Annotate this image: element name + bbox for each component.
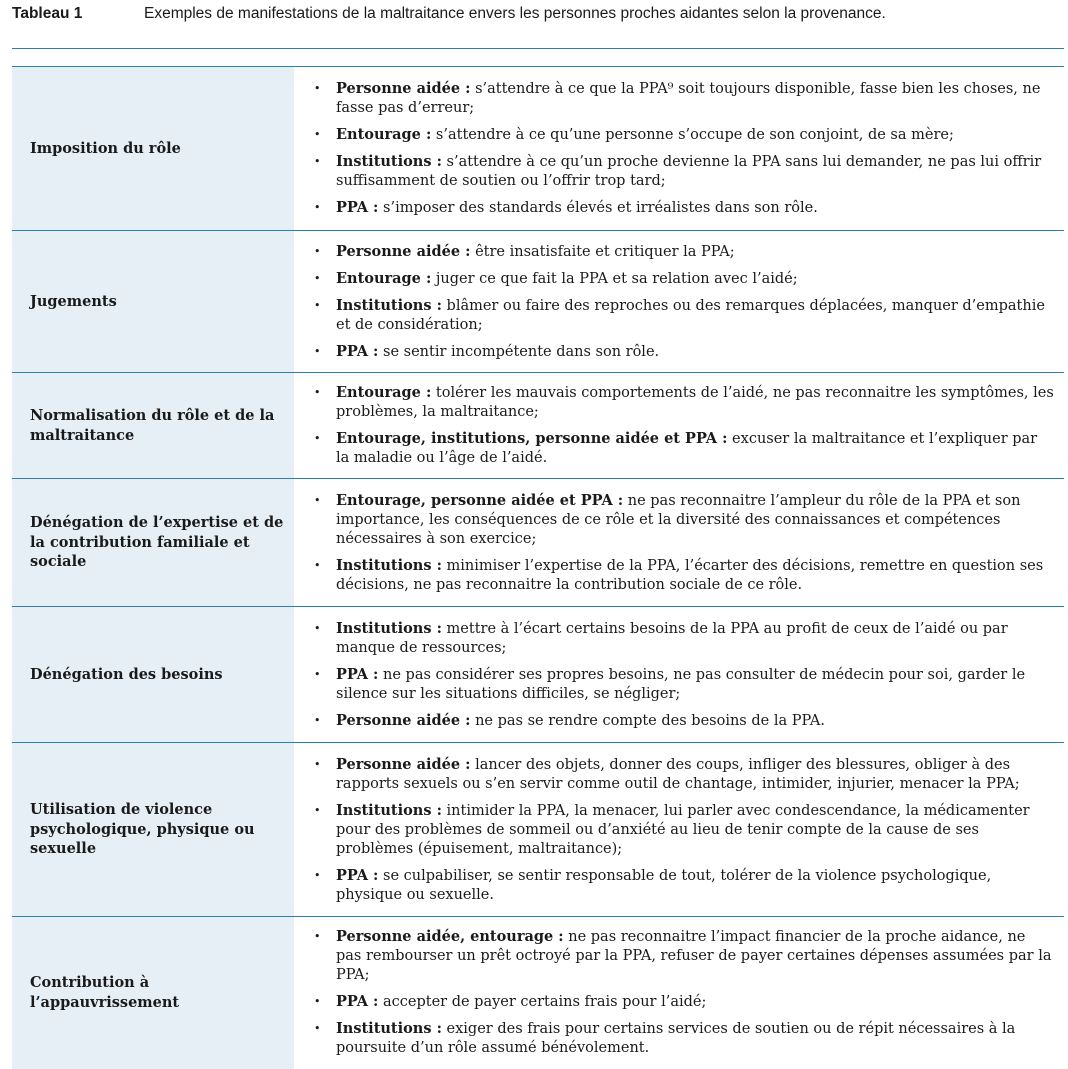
example-text: être insatisfaite et critiquer la PPA; [470, 243, 735, 260]
caption-divider [12, 48, 1064, 49]
row-examples [294, 231, 1064, 373]
bullet-icon: • [314, 1022, 321, 1036]
list-item [310, 1019, 1054, 1058]
list-item [310, 152, 1054, 191]
bullet-icon: • [314, 493, 321, 507]
list-item [310, 429, 1054, 468]
bullet-icon: • [314, 558, 321, 572]
bullet-icon: • [314, 386, 321, 399]
list-item [310, 755, 1054, 794]
source-label: PPA : [336, 866, 379, 884]
source-label: Entourage : [336, 384, 432, 401]
list-item [310, 801, 1054, 859]
source-label: Entourage : [336, 126, 432, 143]
example-text: blâmer ou faire des reproches ou des remarques déplacées, manquer d’empathie et de considération; [336, 297, 1045, 333]
list-item [310, 927, 1054, 985]
example-text: mettre à l’écart certains besoins de la PPA au profit de ceux de l’aidé ou par manque de ressources; [336, 620, 1008, 656]
row-category: Imposition du rôle [12, 67, 294, 231]
list-item [310, 711, 1054, 731]
example-text: lancer des objets, donner des coups, infliger des blessures, obliger à des rapports sexuels ou s’en servir comme outil de chantage, intimider, injurier, menacer la PPA; [336, 756, 1020, 792]
table-row [12, 67, 1064, 231]
list-item [310, 125, 1054, 145]
bullet-icon: • [314, 298, 321, 312]
maltreatment-table [12, 66, 1064, 1069]
list-item [310, 665, 1054, 704]
row-category: Normalisation du rôle et de la maltraitance [12, 373, 294, 479]
list-item [310, 79, 1054, 118]
source-label: PPA : [336, 199, 379, 216]
bullet-icon: • [314, 432, 321, 445]
example-text: accepter de payer certains frais pour l’aidé; [378, 994, 707, 1011]
bullet-icon: • [314, 201, 321, 214]
list-item [310, 342, 1054, 362]
example-list [310, 79, 1054, 218]
row-examples [294, 917, 1064, 1069]
table-row [12, 231, 1064, 373]
row-category: Dénégation de l’expertise et de la contribution familiale et sociale [12, 479, 294, 607]
bullet-icon: • [314, 803, 321, 817]
list-item [310, 269, 1054, 289]
example-text: ne pas se rendre compte des besoins de la PPA. [470, 712, 825, 729]
example-list [310, 491, 1054, 595]
example-text: se culpabiliser, se sentir responsable de tout, tolérer de la violence psychologique, physique ou sexuelle. [336, 867, 992, 903]
bullet-icon: • [314, 128, 321, 141]
bullet-icon: • [314, 82, 321, 95]
source-label: Personne aidée : [336, 755, 471, 773]
example-text: ne pas considérer ses propres besoins, ne pas consulter de médecin pour soi, garder le silence sur les situations difficiles, se négliger; [336, 666, 1026, 702]
row-examples [294, 373, 1064, 479]
example-text: ne pas reconnaitre l’ampleur du rôle de la PPA et son importance, les conséquences de ce rôle et la diversité des connaissances et compétences nécessaires à son exercice; [336, 492, 1021, 547]
bullet-icon: • [314, 244, 321, 258]
example-list [310, 383, 1054, 468]
bullet-icon: • [314, 757, 321, 771]
table-row [12, 743, 1064, 917]
row-examples [294, 479, 1064, 607]
table-row [12, 917, 1064, 1069]
bullet-icon: • [314, 930, 321, 944]
source-label: Personne aidée, entourage : [336, 928, 564, 946]
example-list [310, 755, 1054, 905]
example-text: intimider la PPA, la menacer, lui parler avec condescendance, la médicamenter pour des problèmes de sommeil ou d’anxiété au lieu de tenir compte de la cause de ses problèmes (épuisement, maltraitance); [336, 802, 1030, 857]
table-title: Exemples de manifestations de la maltraitance envers les personnes proches aidantes selon la provenance. [144, 5, 886, 22]
source-label: PPA : [336, 665, 379, 683]
bullet-icon: • [314, 995, 321, 1009]
table-label: Tableau 1 [12, 5, 83, 22]
bullet-icon: • [314, 344, 321, 358]
source-label: Institutions : [336, 296, 442, 314]
example-text: exiger des frais pour certains services de soutien ou de répit nécessaires à la poursuite d’un rôle assumé bénévolement. [336, 1021, 1016, 1057]
source-label: Entourage, personne aidée et PPA : [336, 491, 624, 509]
table-caption [12, 4, 1064, 48]
table-row [12, 479, 1064, 607]
row-examples [294, 67, 1064, 231]
row-category: Jugements [12, 231, 294, 373]
example-text: s’imposer des standards élevés et irréalistes dans son rôle. [378, 200, 818, 216]
row-category: Utilisation de violence psychologique, physique ou sexuelle [12, 743, 294, 917]
bullet-icon: • [314, 667, 321, 681]
example-text: tolérer les mauvais comportements de l’aidé, ne pas reconnaitre les symptômes, les problèmes, la maltraitance; [336, 385, 1054, 420]
list-item [310, 556, 1054, 595]
bullet-icon: • [314, 868, 321, 882]
bullet-icon: • [314, 621, 321, 635]
source-label: Entourage, institutions, personne aidée et PPA : [336, 430, 728, 447]
list-item [310, 242, 1054, 262]
list-item [310, 296, 1054, 335]
row-category: Contribution à l’appauvrissement [12, 917, 294, 1069]
list-item [310, 866, 1054, 905]
row-examples [294, 743, 1064, 917]
row-examples [294, 607, 1064, 743]
example-text: s’attendre à ce qu’une personne s’occupe de son conjoint, de sa mère; [431, 127, 954, 143]
example-list [310, 619, 1054, 731]
example-text: excuser la maltraitance et l’expliquer par la maladie ou l’âge de l’aidé. [336, 431, 1038, 466]
example-text: s’attendre à ce que la PPA⁹ soit toujours disponible, fasse bien les choses, ne fasse pas d’erreur; [336, 81, 1041, 116]
row-category: Dénégation des besoins [12, 607, 294, 743]
example-list [310, 927, 1054, 1058]
table-row [12, 607, 1064, 743]
bullet-icon: • [314, 271, 321, 285]
list-item [310, 992, 1054, 1012]
source-label: PPA : [336, 342, 379, 360]
bullet-icon: • [314, 713, 321, 727]
list-item [310, 198, 1054, 218]
source-label: PPA : [336, 993, 379, 1011]
source-label: Institutions : [336, 619, 442, 637]
source-label: Personne aidée : [336, 80, 471, 97]
source-label: Personne aidée : [336, 242, 471, 260]
list-item [310, 619, 1054, 658]
example-text: ne pas reconnaitre l’impact financier de la proche aidance, ne pas rembourser un prêt octroyé par la PPA, refuser de payer certaines dépenses assumées par la PPA; [336, 929, 1052, 984]
source-label: Institutions : [336, 801, 442, 819]
source-label: Entourage : [336, 269, 432, 287]
example-list [310, 242, 1054, 362]
source-label: Institutions : [336, 1020, 442, 1038]
table-row [12, 373, 1064, 479]
example-text: se sentir incompétente dans son rôle. [378, 343, 660, 360]
list-item [310, 383, 1054, 422]
source-label: Institutions : [336, 153, 442, 170]
example-text: s’attendre à ce qu’un proche devienne la PPA sans lui demander, ne pas lui offrir suffisamment de soutien ou l’offrir trop tard; [336, 154, 1042, 189]
source-label: Personne aidée : [336, 711, 471, 729]
example-text: minimiser l’expertise de la PPA, l’écarter des décisions, remettre en question ses décisions, ne pas reconnaitre la contribution sociale de ce rôle. [336, 557, 1044, 593]
example-text: juger ce que fait la PPA et sa relation avec l’aidé; [431, 270, 798, 287]
list-item [310, 491, 1054, 549]
bullet-icon: • [314, 155, 321, 168]
source-label: Institutions : [336, 556, 442, 574]
